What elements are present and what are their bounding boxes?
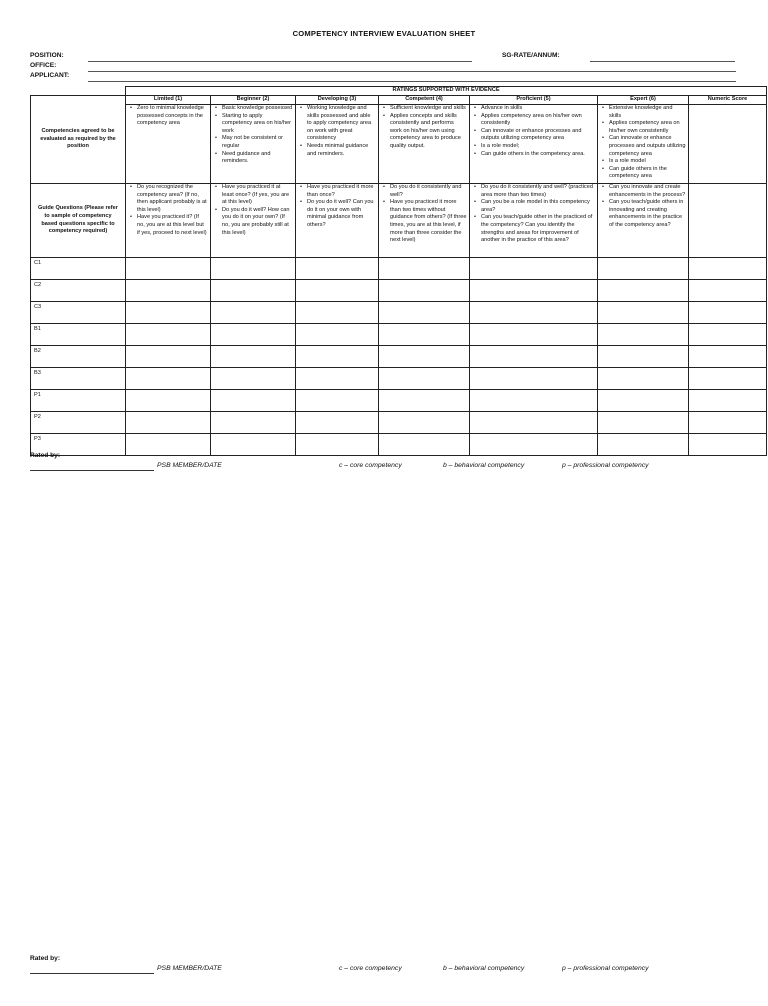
question-item: • Have you practiced it more than two times without guidance from others? (If three times, you are at this level, if more than three consider the next level)	[382, 199, 467, 245]
row-label: B1	[31, 324, 126, 346]
question-item: • Can you teach/guide other in the practiced of the competency? Can you identify the strengths and areas for improvement of another in the practice of this area?	[473, 214, 595, 244]
office-field-line[interactable]	[88, 71, 736, 72]
question-item: • Do you do it consistently and well? (practiced area more than two times)	[473, 184, 595, 199]
table-row	[31, 412, 767, 434]
question-item: • Have you practiced it at least once? (If yes, you are at this level)	[214, 184, 293, 207]
psb-member-date-label: PSB MEMBER/DATE	[157, 462, 222, 469]
rating-cell[interactable]	[470, 434, 598, 456]
descriptor-item: • Can guide others in the competency area.	[473, 151, 595, 159]
question-item: • Do you do it well? How can you do it on your own? (If no, you are probably still at this level)	[214, 207, 293, 237]
rating-cell[interactable]	[211, 258, 296, 280]
row-label: C2	[31, 280, 126, 302]
rating-cell[interactable]	[126, 368, 211, 390]
rating-cell[interactable]	[126, 324, 211, 346]
question-item: • Can you innovate and create enhancements in the process?	[601, 184, 686, 199]
descriptor-item: • Applies competency area on his/her own consistently	[601, 120, 686, 135]
descriptor-expert	[598, 105, 689, 184]
descriptor-item: • Needs minimal guidance and reminders.	[299, 143, 376, 158]
descriptor-developing	[296, 105, 379, 184]
legend-behavioral: b – behavioral competency	[443, 462, 525, 469]
rating-cell[interactable]	[126, 412, 211, 434]
questions-limited	[126, 184, 211, 258]
descriptor-proficient	[470, 105, 598, 184]
rating-cell[interactable]	[598, 434, 689, 456]
col-developing: Developing (3)	[296, 96, 379, 105]
evaluation-table	[30, 86, 767, 456]
rating-cell[interactable]	[379, 258, 470, 280]
descriptor-item: • Sufficient knowledge and skills	[382, 105, 467, 113]
rating-cell[interactable]	[470, 280, 598, 302]
rating-cell[interactable]	[379, 412, 470, 434]
rating-cell[interactable]	[379, 390, 470, 412]
rating-cell[interactable]	[296, 346, 379, 368]
col-beginner: Beginner (2)	[211, 96, 296, 105]
descriptor-limited	[126, 105, 211, 184]
row-label: P2	[31, 412, 126, 434]
descriptor-beginner	[211, 105, 296, 184]
rating-cell[interactable]	[211, 346, 296, 368]
row-label: B2	[31, 346, 126, 368]
descriptor-item: • Applies concepts and skills consistently and performs work on his/her own using competency area to produce quality output.	[382, 113, 467, 151]
blank-corner	[31, 87, 126, 96]
office-label: OFFICE:	[30, 62, 57, 69]
col-numeric-score: Numeric Score	[689, 96, 767, 105]
table-row	[31, 346, 767, 368]
col-limited: Limited (1)	[126, 96, 211, 105]
legend-core: c – core competency	[339, 462, 402, 469]
descriptor-item: • Applies competency area on his/her own consistently	[473, 113, 595, 128]
descriptor-item: • Advance in skills	[473, 105, 595, 113]
rating-cell[interactable]	[689, 302, 767, 324]
rating-cell[interactable]	[470, 324, 598, 346]
ratings-header: RATINGS SUPPORTED WITH EVIDENCE	[126, 87, 767, 96]
rated-by-label-2: Rated by:	[30, 955, 61, 962]
rating-cell[interactable]	[598, 412, 689, 434]
rating-cell[interactable]	[211, 412, 296, 434]
question-item: • Do you do it well? Can you do it on your own with minimal guidance from others?	[299, 199, 376, 229]
legend-professional: p – professional competency	[562, 462, 649, 469]
rating-cell[interactable]	[211, 280, 296, 302]
rating-cell[interactable]	[296, 280, 379, 302]
rating-cell[interactable]	[379, 346, 470, 368]
rating-cell[interactable]	[689, 346, 767, 368]
numeric-score-cell[interactable]	[689, 105, 767, 184]
position-label: POSITION:	[30, 52, 64, 59]
questions-beginner	[211, 184, 296, 258]
rating-cell[interactable]	[689, 412, 767, 434]
rating-cell[interactable]	[296, 412, 379, 434]
table-row	[31, 390, 767, 412]
table-row	[31, 258, 767, 280]
rating-cell[interactable]	[689, 390, 767, 412]
rating-cell[interactable]	[689, 324, 767, 346]
rating-cell[interactable]	[379, 368, 470, 390]
applicant-field-line[interactable]	[88, 81, 736, 82]
rating-cell[interactable]	[598, 280, 689, 302]
sg-rate-field-line[interactable]	[590, 61, 735, 62]
rating-cell[interactable]	[126, 302, 211, 324]
rating-cell[interactable]	[379, 434, 470, 456]
descriptor-item: • Need guidance and reminders.	[214, 151, 293, 166]
numeric-score-cell[interactable]	[689, 184, 767, 258]
rating-cell[interactable]	[689, 258, 767, 280]
table-row	[31, 302, 767, 324]
rating-cell[interactable]	[126, 390, 211, 412]
descriptor-item: • Working knowledge and skills possessed and able to apply competency area on work with great consistency	[299, 105, 376, 143]
rating-cell[interactable]	[126, 258, 211, 280]
rating-cell[interactable]	[211, 390, 296, 412]
descriptor-item: • Can innovate or enhance processes and outputs utilizing competency area	[473, 128, 595, 143]
descriptor-item: • Is a role model	[601, 158, 686, 166]
question-item: • Can you teach/guide others in innovating and creating enhancements in the practice of the competency area?	[601, 199, 686, 229]
table-row	[31, 434, 767, 456]
sheet-title: COMPETENCY INTERVIEW EVALUATION SHEET	[292, 29, 476, 38]
rating-cell[interactable]	[470, 368, 598, 390]
question-item: • Have you practiced it? (If no, you are at this level but if yes, proceed to next level)	[129, 214, 208, 237]
col-competent: Competent (4)	[379, 96, 470, 105]
sg-rate-label: SG-RATE/ANNUM:	[502, 52, 560, 59]
rating-cell[interactable]	[598, 302, 689, 324]
rating-cell[interactable]	[470, 258, 598, 280]
rating-cell[interactable]	[211, 324, 296, 346]
rating-cell[interactable]	[296, 368, 379, 390]
rating-cell[interactable]	[689, 368, 767, 390]
col-expert: Expert (6)	[598, 96, 689, 105]
questions-proficient	[470, 184, 598, 258]
question-item: • Have you practiced it more than once?	[299, 184, 376, 199]
psb-signature-line[interactable]	[30, 470, 154, 471]
psb-member-date-label-2: PSB MEMBER/DATE	[157, 965, 222, 972]
rating-cell[interactable]	[126, 280, 211, 302]
table-row	[31, 324, 767, 346]
descriptor-item: • Zero to minimal knowledge possessed concepts in the competency area	[129, 105, 208, 128]
position-field-line[interactable]	[88, 61, 472, 62]
table-row	[31, 368, 767, 390]
questions-expert	[598, 184, 689, 258]
rating-cell[interactable]	[470, 412, 598, 434]
row-label: P3	[31, 434, 126, 456]
guide-questions-label: Guide Questions (Please refer to sample of competency based questions specific to competency required)	[31, 184, 126, 258]
rating-cell[interactable]	[689, 280, 767, 302]
rating-cell[interactable]	[126, 434, 211, 456]
rating-cell[interactable]	[296, 324, 379, 346]
rating-cell[interactable]	[598, 346, 689, 368]
row-label: B3	[31, 368, 126, 390]
descriptor-item: • Basic knowledge possessed	[214, 105, 293, 113]
psb-signature-line-2[interactable]	[30, 973, 154, 974]
rating-cell[interactable]	[211, 368, 296, 390]
descriptor-item: • Starting to apply competency area on his/her work	[214, 113, 293, 136]
descriptor-item: • Can innovate or enhance processes and outputs utilizing competency area	[601, 135, 686, 158]
questions-competent	[379, 184, 470, 258]
descriptor-item: • Extensive knowledge and skills	[601, 105, 686, 120]
rating-cell[interactable]	[379, 280, 470, 302]
legend-core-2: c – core competency	[339, 965, 402, 972]
rating-cell[interactable]	[296, 258, 379, 280]
rating-cell[interactable]	[296, 390, 379, 412]
applicant-label: APPLICANT:	[30, 72, 70, 79]
row-label: C3	[31, 302, 126, 324]
descriptor-item: • May not be consistent or regular	[214, 135, 293, 150]
rating-cell[interactable]	[211, 434, 296, 456]
rating-cell[interactable]	[689, 434, 767, 456]
legend-behavioral-2: b – behavioral competency	[443, 965, 525, 972]
questions-developing	[296, 184, 379, 258]
rating-cell[interactable]	[598, 324, 689, 346]
rating-cell[interactable]	[296, 302, 379, 324]
rated-by-label: Rated by:	[30, 452, 61, 459]
rating-cell[interactable]	[470, 302, 598, 324]
legend-professional-2: p – professional competency	[562, 965, 649, 972]
competencies-label: Competencies agreed to be evaluated as required by the position	[31, 96, 126, 184]
rating-cell[interactable]	[296, 434, 379, 456]
col-proficient: Proficient (5)	[470, 96, 598, 105]
rating-cell[interactable]	[598, 258, 689, 280]
rating-cell[interactable]	[598, 368, 689, 390]
descriptor-item: • Is a role model;	[473, 143, 595, 151]
question-item: • Do you do it consistently and well?	[382, 184, 467, 199]
rating-cell[interactable]	[379, 302, 470, 324]
row-label: C1	[31, 258, 126, 280]
descriptor-item: • Can guide others in the competency area	[601, 166, 686, 181]
question-item: • Can you be a role model in this competency area?	[473, 199, 595, 214]
descriptor-competent	[379, 105, 470, 184]
rating-cell[interactable]	[598, 390, 689, 412]
rating-cell[interactable]	[126, 346, 211, 368]
row-label: P1	[31, 390, 126, 412]
rating-cell[interactable]	[470, 390, 598, 412]
rating-cell[interactable]	[379, 324, 470, 346]
rating-cell[interactable]	[211, 302, 296, 324]
rating-cell[interactable]	[470, 346, 598, 368]
table-row	[31, 280, 767, 302]
question-item: • Do you recognized the competency area? (If no, then applicant probably is at this level)	[129, 184, 208, 214]
